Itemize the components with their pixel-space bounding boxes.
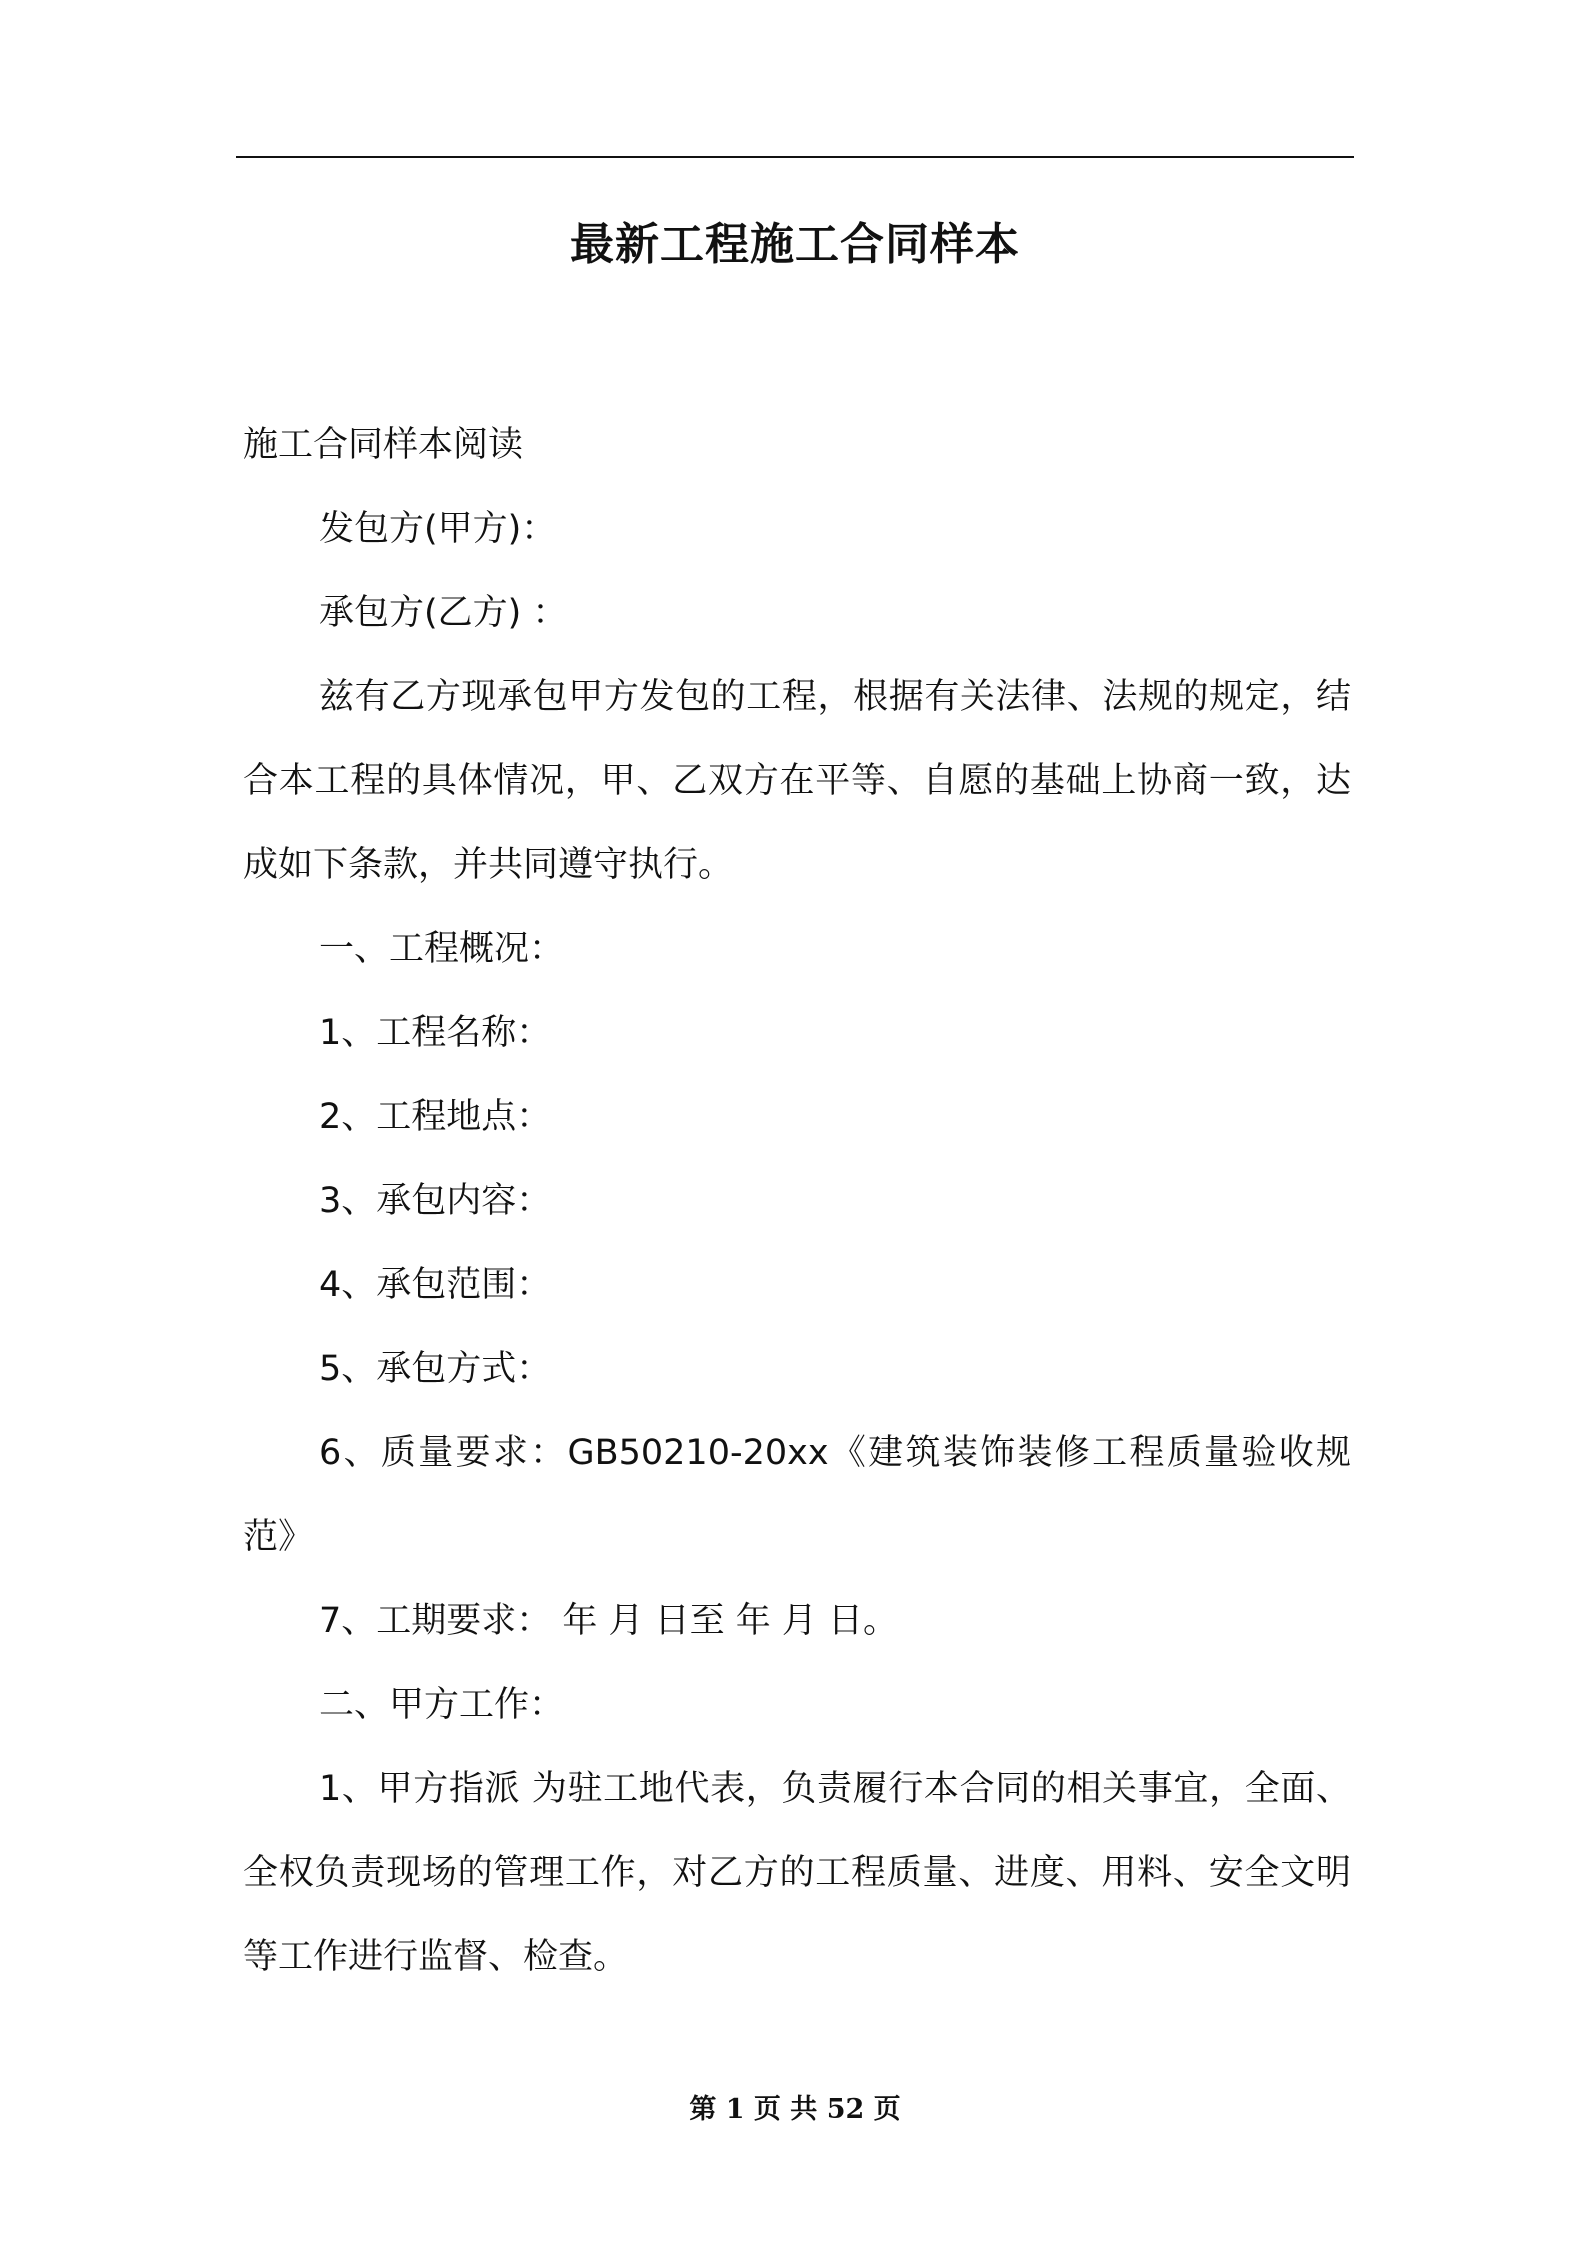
paragraph-party-b: 承包方(乙方) ： xyxy=(319,593,568,633)
list-item-contract-scope: 4、承包范围： xyxy=(319,1265,552,1305)
list-item-quality-requirement: 6、质量要求：GB50210-20xx《建筑装饰装修工程质量验收规范》 xyxy=(243,1433,1351,1557)
header-rule xyxy=(236,156,1354,158)
paragraph-party-a: 发包方(甲方)： xyxy=(319,509,557,549)
page-footer: 第 1 页 共 52 页 xyxy=(689,2094,901,2125)
list-item-project-name: 1、工程名称： xyxy=(319,1013,552,1053)
section-heading-party-a-work: 二、甲方工作： xyxy=(319,1685,565,1725)
paragraph-preamble: 兹有乙方现承包甲方发包的工程，根据有关法律、法规的规定，结合本工程的具体情况，甲、乙双方在平等、自愿的基础上协商一致，达成如下条款，并共同遵守执行。 xyxy=(243,677,1351,885)
document-title: 最新工程施工合同样本 xyxy=(570,219,1020,270)
list-item-schedule-requirement: 7、工期要求： 年 月 日至 年 月 日。 xyxy=(319,1601,899,1641)
paragraph-subtitle: 施工合同样本阅读 xyxy=(243,425,524,465)
section-heading-overview: 一、工程概况： xyxy=(319,929,565,969)
list-item-project-location: 2、工程地点： xyxy=(319,1097,552,1137)
list-item-contract-content: 3、承包内容： xyxy=(319,1181,552,1221)
list-item-contract-method: 5、承包方式： xyxy=(319,1349,552,1389)
list-item-site-representative: 1、甲方指派 为驻工地代表，负责履行本合同的相关事宜，全面、全权负责现场的管理工作，对乙方的工程质量、进度、用料、安全文明等工作进行监督、检查。 xyxy=(243,1769,1351,1977)
document-body xyxy=(243,403,1351,1999)
